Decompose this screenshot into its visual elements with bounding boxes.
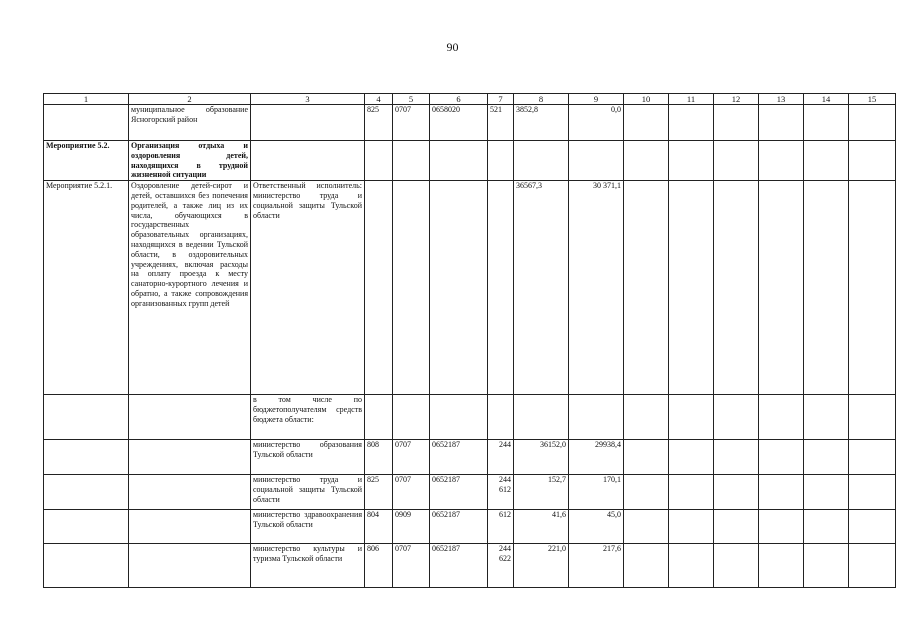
cell-amount-col9: 30 371,1 bbox=[569, 181, 624, 395]
cell-csr bbox=[430, 395, 488, 440]
cell-empty bbox=[759, 105, 804, 141]
cell-empty bbox=[669, 510, 714, 544]
column-header: 10 bbox=[624, 94, 669, 105]
cell-empty bbox=[804, 181, 849, 395]
cell-grbs: 804 bbox=[365, 510, 393, 544]
cell-vr bbox=[488, 181, 514, 395]
cell-empty bbox=[624, 510, 669, 544]
cell-amount-col9: 0,0 bbox=[569, 105, 624, 141]
cell-empty bbox=[669, 544, 714, 588]
cell-description bbox=[129, 544, 251, 588]
cell-rz-pr: 0909 bbox=[393, 510, 430, 544]
cell-description: Оздоровление детей-сирот и детей, оставшихся без попечения родителей, а также лиц из их числа, обучающихся в государственных образовательных организациях, находящихся в ведении Тульской области, в оздоровительных учреждениях, включая расходы на оплату проезда к месту санаторно-курортного лечения и обратно, а также сопровождения организованных групп детей bbox=[129, 181, 251, 395]
cell-csr: 0652187 bbox=[430, 544, 488, 588]
cell-empty bbox=[804, 475, 849, 510]
cell-empty bbox=[624, 181, 669, 395]
cell-grbs: 825 bbox=[365, 105, 393, 141]
cell-grbs: 825 bbox=[365, 475, 393, 510]
column-header: 14 bbox=[804, 94, 849, 105]
cell-vr bbox=[488, 395, 514, 440]
cell-empty bbox=[849, 395, 896, 440]
cell-amount-col9: 45,0 bbox=[569, 510, 624, 544]
cell-amount-col9 bbox=[569, 395, 624, 440]
page-number: 90 bbox=[446, 40, 459, 54]
cell-amount-col8: 152,7 bbox=[514, 475, 569, 510]
cell-executor bbox=[251, 141, 365, 181]
cell-rz-pr: 0707 bbox=[393, 544, 430, 588]
cell-csr: 0658020 bbox=[430, 105, 488, 141]
cell-rz-pr: 0707 bbox=[393, 105, 430, 141]
cell-empty bbox=[669, 395, 714, 440]
column-header: 9 bbox=[569, 94, 624, 105]
cell-measure bbox=[44, 105, 129, 141]
cell-empty bbox=[849, 510, 896, 544]
cell-vr bbox=[488, 141, 514, 181]
cell-grbs bbox=[365, 395, 393, 440]
cell-empty bbox=[669, 475, 714, 510]
cell-empty bbox=[669, 141, 714, 181]
cell-empty bbox=[759, 181, 804, 395]
table-row bbox=[44, 475, 896, 510]
column-header: 8 bbox=[514, 94, 569, 105]
cell-vr: 244 bbox=[488, 440, 514, 475]
cell-description bbox=[129, 475, 251, 510]
cell-empty bbox=[759, 544, 804, 588]
cell-executor: министерство культуры и туризма Тульской области bbox=[251, 544, 365, 588]
cell-measure: Мероприятие 5.2.1. bbox=[44, 181, 129, 395]
cell-vr: 521 bbox=[488, 105, 514, 141]
cell-empty bbox=[849, 440, 896, 475]
table-row bbox=[44, 544, 896, 588]
cell-empty bbox=[714, 181, 759, 395]
cell-empty bbox=[624, 141, 669, 181]
cell-empty bbox=[804, 510, 849, 544]
program-table bbox=[43, 93, 896, 588]
table-row bbox=[44, 510, 896, 544]
cell-executor: министерство образования Тульской области bbox=[251, 440, 365, 475]
cell-amount-col8 bbox=[514, 395, 569, 440]
cell-grbs: 806 bbox=[365, 544, 393, 588]
cell-empty bbox=[804, 395, 849, 440]
cell-amount-col8: 3852,8 bbox=[514, 105, 569, 141]
cell-empty bbox=[624, 395, 669, 440]
cell-amount-col8: 41,6 bbox=[514, 510, 569, 544]
cell-empty bbox=[669, 105, 714, 141]
column-header: 11 bbox=[669, 94, 714, 105]
cell-vr: 244 622 bbox=[488, 544, 514, 588]
cell-description bbox=[129, 395, 251, 440]
cell-empty bbox=[669, 440, 714, 475]
table-row bbox=[44, 440, 896, 475]
table-row bbox=[44, 181, 896, 395]
cell-amount-col8: 36567,3 bbox=[514, 181, 569, 395]
cell-empty bbox=[849, 105, 896, 141]
cell-vr: 612 bbox=[488, 510, 514, 544]
cell-empty bbox=[849, 141, 896, 181]
cell-measure bbox=[44, 544, 129, 588]
table-row bbox=[44, 395, 896, 440]
cell-amount-col9: 170,1 bbox=[569, 475, 624, 510]
cell-empty bbox=[759, 141, 804, 181]
cell-amount-col9: 29938,4 bbox=[569, 440, 624, 475]
cell-executor: министерство труда и социальной защиты Тульской области bbox=[251, 475, 365, 510]
cell-empty bbox=[804, 544, 849, 588]
cell-empty bbox=[849, 181, 896, 395]
cell-empty bbox=[714, 395, 759, 440]
table-row bbox=[44, 141, 896, 181]
cell-description: Организация отдыха и оздоровления детей, находящихся в трудной жизненной ситуации bbox=[129, 141, 251, 181]
cell-grbs bbox=[365, 181, 393, 395]
cell-empty bbox=[624, 440, 669, 475]
cell-executor: министерство здравоохранения Тульской области bbox=[251, 510, 365, 544]
cell-csr bbox=[430, 141, 488, 181]
column-header: 2 bbox=[129, 94, 251, 105]
cell-empty bbox=[714, 544, 759, 588]
cell-csr bbox=[430, 181, 488, 395]
cell-description: муниципальное образование Ясногорский район bbox=[129, 105, 251, 141]
cell-rz-pr: 0707 bbox=[393, 475, 430, 510]
column-header: 6 bbox=[430, 94, 488, 105]
cell-empty bbox=[759, 510, 804, 544]
cell-empty bbox=[714, 475, 759, 510]
column-header: 5 bbox=[393, 94, 430, 105]
cell-measure bbox=[44, 440, 129, 475]
cell-empty bbox=[714, 440, 759, 475]
column-header: 15 bbox=[849, 94, 896, 105]
cell-executor: в том числе по бюджетополучателям средств бюджета области: bbox=[251, 395, 365, 440]
column-header: 12 bbox=[714, 94, 759, 105]
cell-empty bbox=[804, 440, 849, 475]
cell-empty bbox=[759, 475, 804, 510]
table-row bbox=[44, 105, 896, 141]
column-header: 7 bbox=[488, 94, 514, 105]
cell-description bbox=[129, 510, 251, 544]
column-header: 3 bbox=[251, 94, 365, 105]
cell-measure bbox=[44, 395, 129, 440]
cell-rz-pr: 0707 bbox=[393, 440, 430, 475]
cell-amount-col8: 36152,0 bbox=[514, 440, 569, 475]
cell-empty bbox=[624, 105, 669, 141]
cell-empty bbox=[849, 544, 896, 588]
cell-empty bbox=[624, 544, 669, 588]
cell-grbs: 808 bbox=[365, 440, 393, 475]
cell-amount-col9: 217,6 bbox=[569, 544, 624, 588]
column-header: 13 bbox=[759, 94, 804, 105]
cell-grbs bbox=[365, 141, 393, 181]
cell-empty bbox=[714, 510, 759, 544]
cell-empty bbox=[624, 475, 669, 510]
cell-description bbox=[129, 440, 251, 475]
cell-csr: 0652187 bbox=[430, 510, 488, 544]
cell-empty bbox=[714, 105, 759, 141]
cell-amount-col8: 221,0 bbox=[514, 544, 569, 588]
cell-rz-pr bbox=[393, 181, 430, 395]
cell-rz-pr bbox=[393, 395, 430, 440]
cell-csr: 0652187 bbox=[430, 440, 488, 475]
cell-empty bbox=[759, 395, 804, 440]
cell-empty bbox=[669, 181, 714, 395]
cell-empty bbox=[849, 475, 896, 510]
cell-executor: Ответственный исполнитель: министерство труда и социальной защиты Тульской области bbox=[251, 181, 365, 395]
cell-empty bbox=[804, 141, 849, 181]
cell-measure: Мероприятие 5.2. bbox=[44, 141, 129, 181]
cell-csr: 0652187 bbox=[430, 475, 488, 510]
cell-empty bbox=[714, 141, 759, 181]
cell-measure bbox=[44, 510, 129, 544]
cell-empty bbox=[759, 440, 804, 475]
cell-vr: 244 612 bbox=[488, 475, 514, 510]
cell-amount-col9 bbox=[569, 141, 624, 181]
table-header-row bbox=[44, 94, 896, 105]
column-header: 4 bbox=[365, 94, 393, 105]
cell-executor bbox=[251, 105, 365, 141]
cell-rz-pr bbox=[393, 141, 430, 181]
cell-measure bbox=[44, 475, 129, 510]
cell-empty bbox=[804, 105, 849, 141]
cell-amount-col8 bbox=[514, 141, 569, 181]
column-header: 1 bbox=[44, 94, 129, 105]
